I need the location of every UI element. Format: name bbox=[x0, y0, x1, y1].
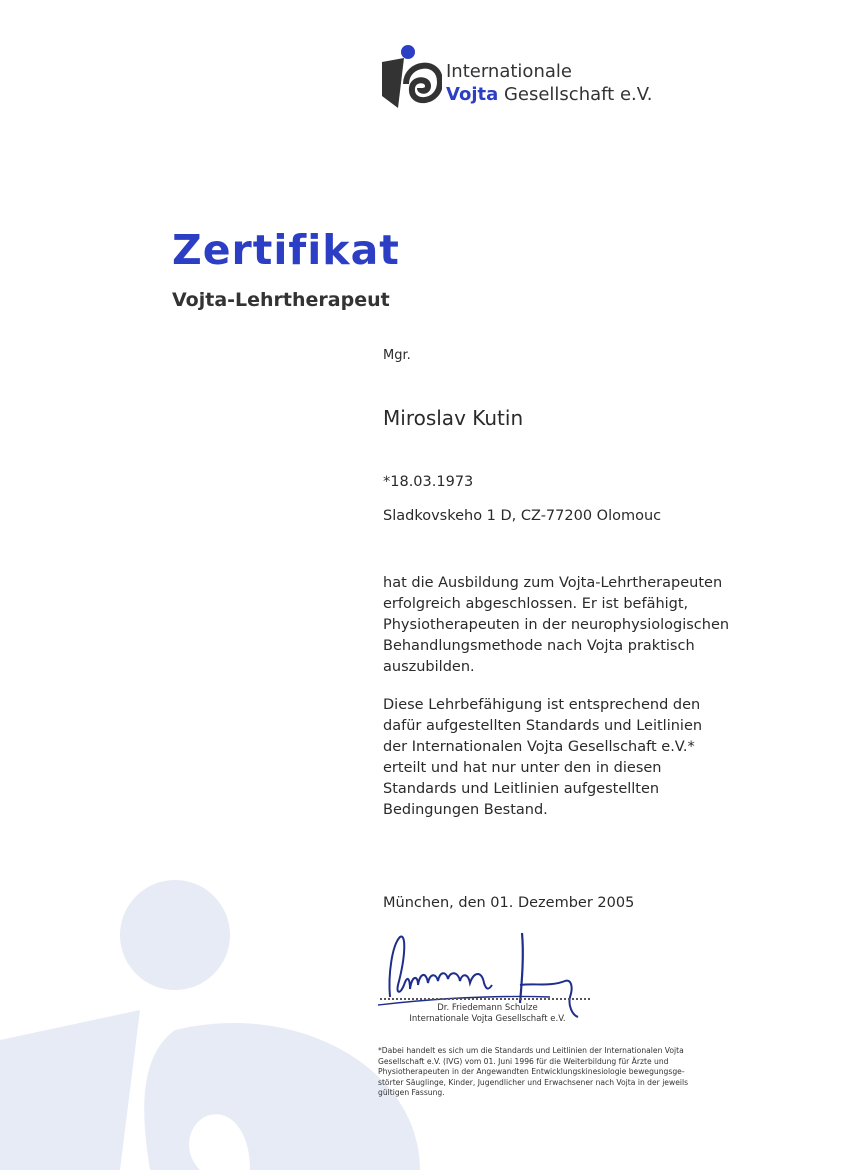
validity-paragraph: Diese Lehrbefähigung ist entsprechend den dafür aufgestellten Standards und Leitlinien der Internationalen Vojta Gesellschaft e.V.* erteilt und hat nur unter den in diesen Standards und Leitlinien aufgestellten Bedingungen Bestand. bbox=[383, 697, 703, 818]
certificate-title: Zertifikat bbox=[172, 226, 400, 274]
qualification-paragraph: hat die Ausbildung zum Vojta-Lehrtherapeuten erfolgreich abgeschlossen. Er ist befähigt, Physiotherapeuten in der neurophysiologischen Behandlungsmethode nach Vojta praktisch auszubilden. bbox=[383, 575, 730, 675]
signer-block bbox=[380, 1003, 595, 1025]
academic-title: Mgr. bbox=[383, 348, 411, 363]
org-name-rest: Gesellschaft e.V. bbox=[498, 84, 653, 105]
signer-name: Dr. Friedemann Schulze bbox=[437, 1003, 538, 1013]
org-name-vojta: Vojta bbox=[446, 84, 499, 105]
recipient-name: Miroslav Kutin bbox=[383, 406, 524, 430]
org-name bbox=[446, 60, 652, 106]
org-name-line1: Internationale bbox=[446, 61, 572, 82]
signer-organization: Internationale Vojta Gesellschaft e.V. bbox=[409, 1014, 566, 1024]
birth-date: *18.03.1973 bbox=[383, 474, 474, 490]
certificate-subtitle: Vojta-Lehrtherapeut bbox=[172, 289, 390, 311]
org-name-line2 bbox=[446, 83, 652, 106]
place-and-date: München, den 01. Dezember 2005 bbox=[383, 895, 635, 911]
recipient-address: Sladkovskeho 1 D, CZ-77200 Olomouc bbox=[383, 508, 662, 524]
signature-line bbox=[380, 998, 590, 1000]
ivg-watermark-icon bbox=[0, 880, 420, 1170]
footnote: *Dabei handelt es sich um die Standards und Leitlinien der Internationalen Vojta Gesellschaft e.V. (IVG) vom 01. Juni 1996 für die Weiterbildung für Ärzte und Physiotherapeuten in der Angewandten Entwicklungskinesiologie bewegungsge- störter Säuglinge, Kinder, Jugendlicher und Erwachsener nach Vojta in der jeweils gültigen Fassung. bbox=[378, 1046, 689, 1097]
ivg-logo-icon bbox=[382, 44, 442, 108]
